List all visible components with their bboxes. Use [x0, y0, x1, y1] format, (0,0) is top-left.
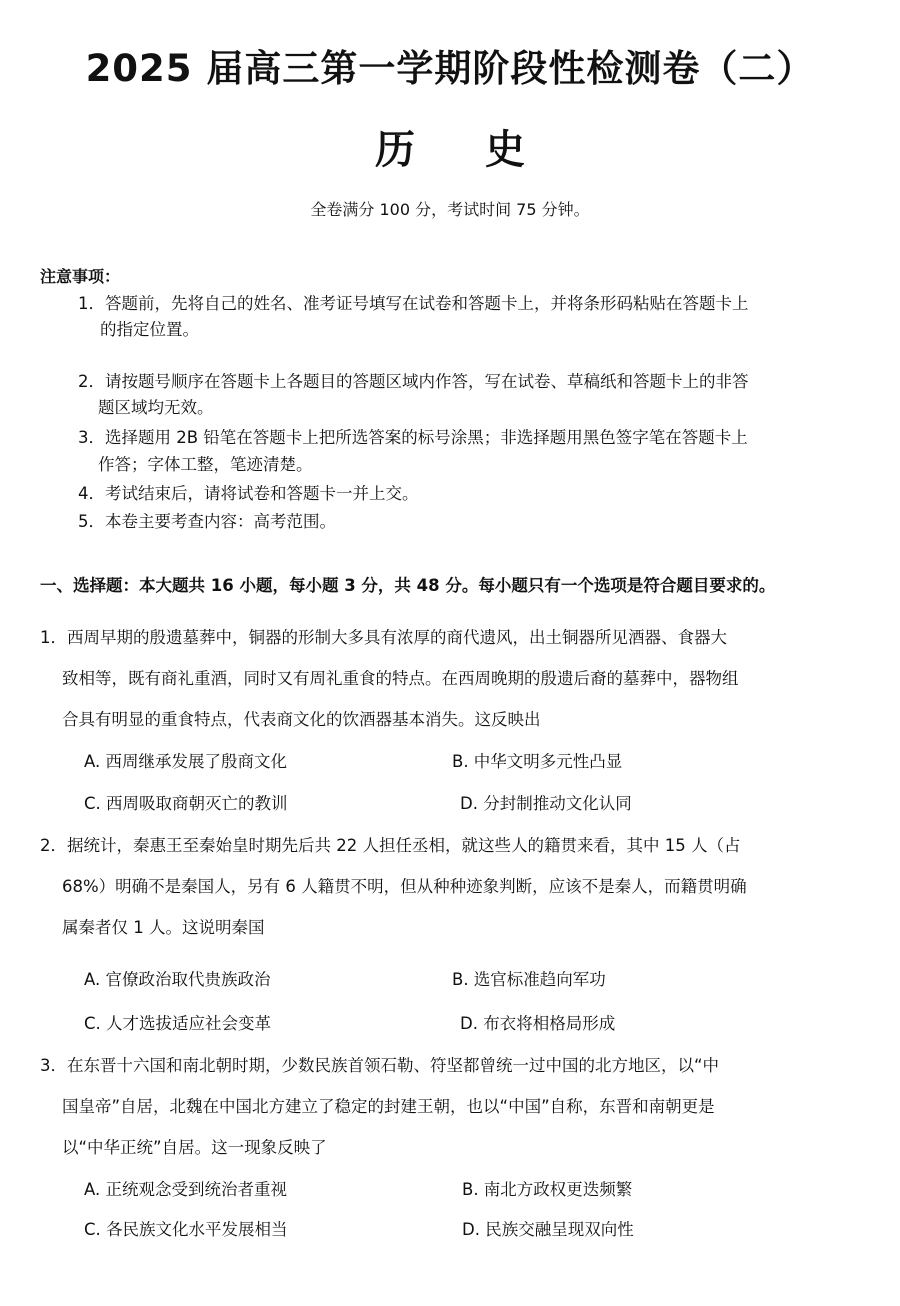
question-1-option-a: A. 西周继承发展了殷商文化 — [84, 752, 287, 771]
notice-item-2-cont: 题区域均无效。 — [98, 398, 214, 417]
question-text: 在东晋十六国和南北朝时期，少数民族首领石勒、符坚都曾统一过中国的北方地区，以“中 — [67, 1056, 720, 1075]
question-number: 3． — [40, 1056, 67, 1075]
question-1-line-3: 合具有明显的重食特点，代表商文化的饮酒器基本消失。这反映出 — [62, 710, 541, 729]
question-1-option-b: B. 中华文明多元性凸显 — [452, 752, 623, 771]
notice-item-number: 1． — [78, 294, 105, 313]
notice-item-number: 3． — [78, 428, 105, 447]
question-3-line-2: 国皇帝”自居，北魏在中国北方建立了稳定的封建王朝，也以“中国”自称，东晋和南朝更是 — [62, 1097, 715, 1116]
notice-item-number: 5． — [78, 512, 105, 531]
notice-item-3 — [78, 424, 748, 448]
notice-item-3-cont: 作答；字体工整，笔迹清楚。 — [98, 455, 313, 474]
question-1-option-c: C. 西周吸取商朝灭亡的教训 — [84, 794, 288, 813]
notice-item-1-cont: 的指定位置。 — [100, 320, 199, 339]
question-2-line-3: 属秦者仅 1 人。这说明秦国 — [62, 918, 265, 937]
notice-item-text: 答题前，先将自己的姓名、准考证号填写在试卷和答题卡上，并将条形码粘贴在答题卡上 — [105, 294, 749, 313]
question-2-option-d: D. 布衣将相格局形成 — [460, 1014, 616, 1033]
notice-item-number: 4． — [78, 484, 105, 503]
notice-item-text: 考试结束后，请将试卷和答题卡一并上交。 — [105, 484, 419, 503]
question-2-option-a: A. 官僚政治取代贵族政治 — [84, 970, 271, 989]
section-header: 一、选择题：本大题共 16 小题，每小题 3 分，共 48 分。每小题只有一个选项是符合题目要求的。 — [40, 576, 776, 595]
question-2-option-b: B. 选官标准趋向军功 — [452, 970, 606, 989]
question-3-option-c: C. 各民族文化水平发展相当 — [84, 1220, 288, 1239]
question-1-line-2: 致相等，既有商礼重酒，同时又有周礼重食的特点。在西周晚期的殷遗后裔的墓葬中，器物组 — [62, 669, 739, 688]
notice-item-5 — [78, 508, 336, 532]
question-1-option-d: D. 分封制推动文化认同 — [460, 794, 632, 813]
subject-title: 历史 — [375, 127, 595, 173]
question-3-line-1 — [40, 1052, 719, 1076]
question-1-line-1 — [40, 624, 727, 648]
notice-item-4 — [78, 480, 419, 504]
question-3-option-d: D. 民族交融呈现双向性 — [462, 1220, 634, 1239]
notice-item-2 — [78, 368, 749, 392]
question-2-line-1 — [40, 832, 740, 856]
question-3-option-b: B. 南北方政权更迭频繁 — [462, 1180, 633, 1199]
question-2-option-c: C. 人才选拔适应社会变革 — [84, 1014, 272, 1033]
question-text: 西周早期的殷遗墓葬中，铜器的形制大多具有浓厚的商代遗风，出土铜器所见酒器、食器大 — [67, 628, 727, 647]
notice-item-text: 本卷主要考查内容：高考范围。 — [105, 512, 336, 531]
notice-item-text: 请按题号顺序在答题卡上各题目的答题区域内作答，写在试卷、草稿纸和答题卡上的非答 — [105, 372, 749, 391]
notice-heading: 注意事项： — [40, 267, 121, 286]
question-3-line-3: 以“中华正统”自居。这一现象反映了 — [62, 1138, 327, 1157]
notice-item-text: 选择题用 2B 铅笔在答题卡上把所选答案的标号涂黑；非选择题用黑色签字笔在答题卡上 — [105, 428, 748, 447]
question-number: 1． — [40, 628, 67, 647]
question-text: 据统计，秦惠王至秦始皇时期先后共 22 人担任丞相，就这些人的籍贯来看，其中 15 人（占 — [67, 836, 741, 855]
exam-title: 2025 届高三第一学期阶段性检测卷（二） — [85, 47, 815, 90]
question-number: 2． — [40, 836, 67, 855]
score-info: 全卷满分 100 分，考试时间 75 分钟。 — [310, 200, 590, 219]
notice-item-1 — [78, 290, 749, 314]
question-3-option-a: A. 正统观念受到统治者重视 — [84, 1180, 287, 1199]
question-2-line-2: 68%）明确不是秦国人，另有 6 人籍贯不明，但从种种迹象判断，应该不是秦人，而籍贯明确 — [62, 877, 747, 896]
notice-item-number: 2． — [78, 372, 105, 391]
